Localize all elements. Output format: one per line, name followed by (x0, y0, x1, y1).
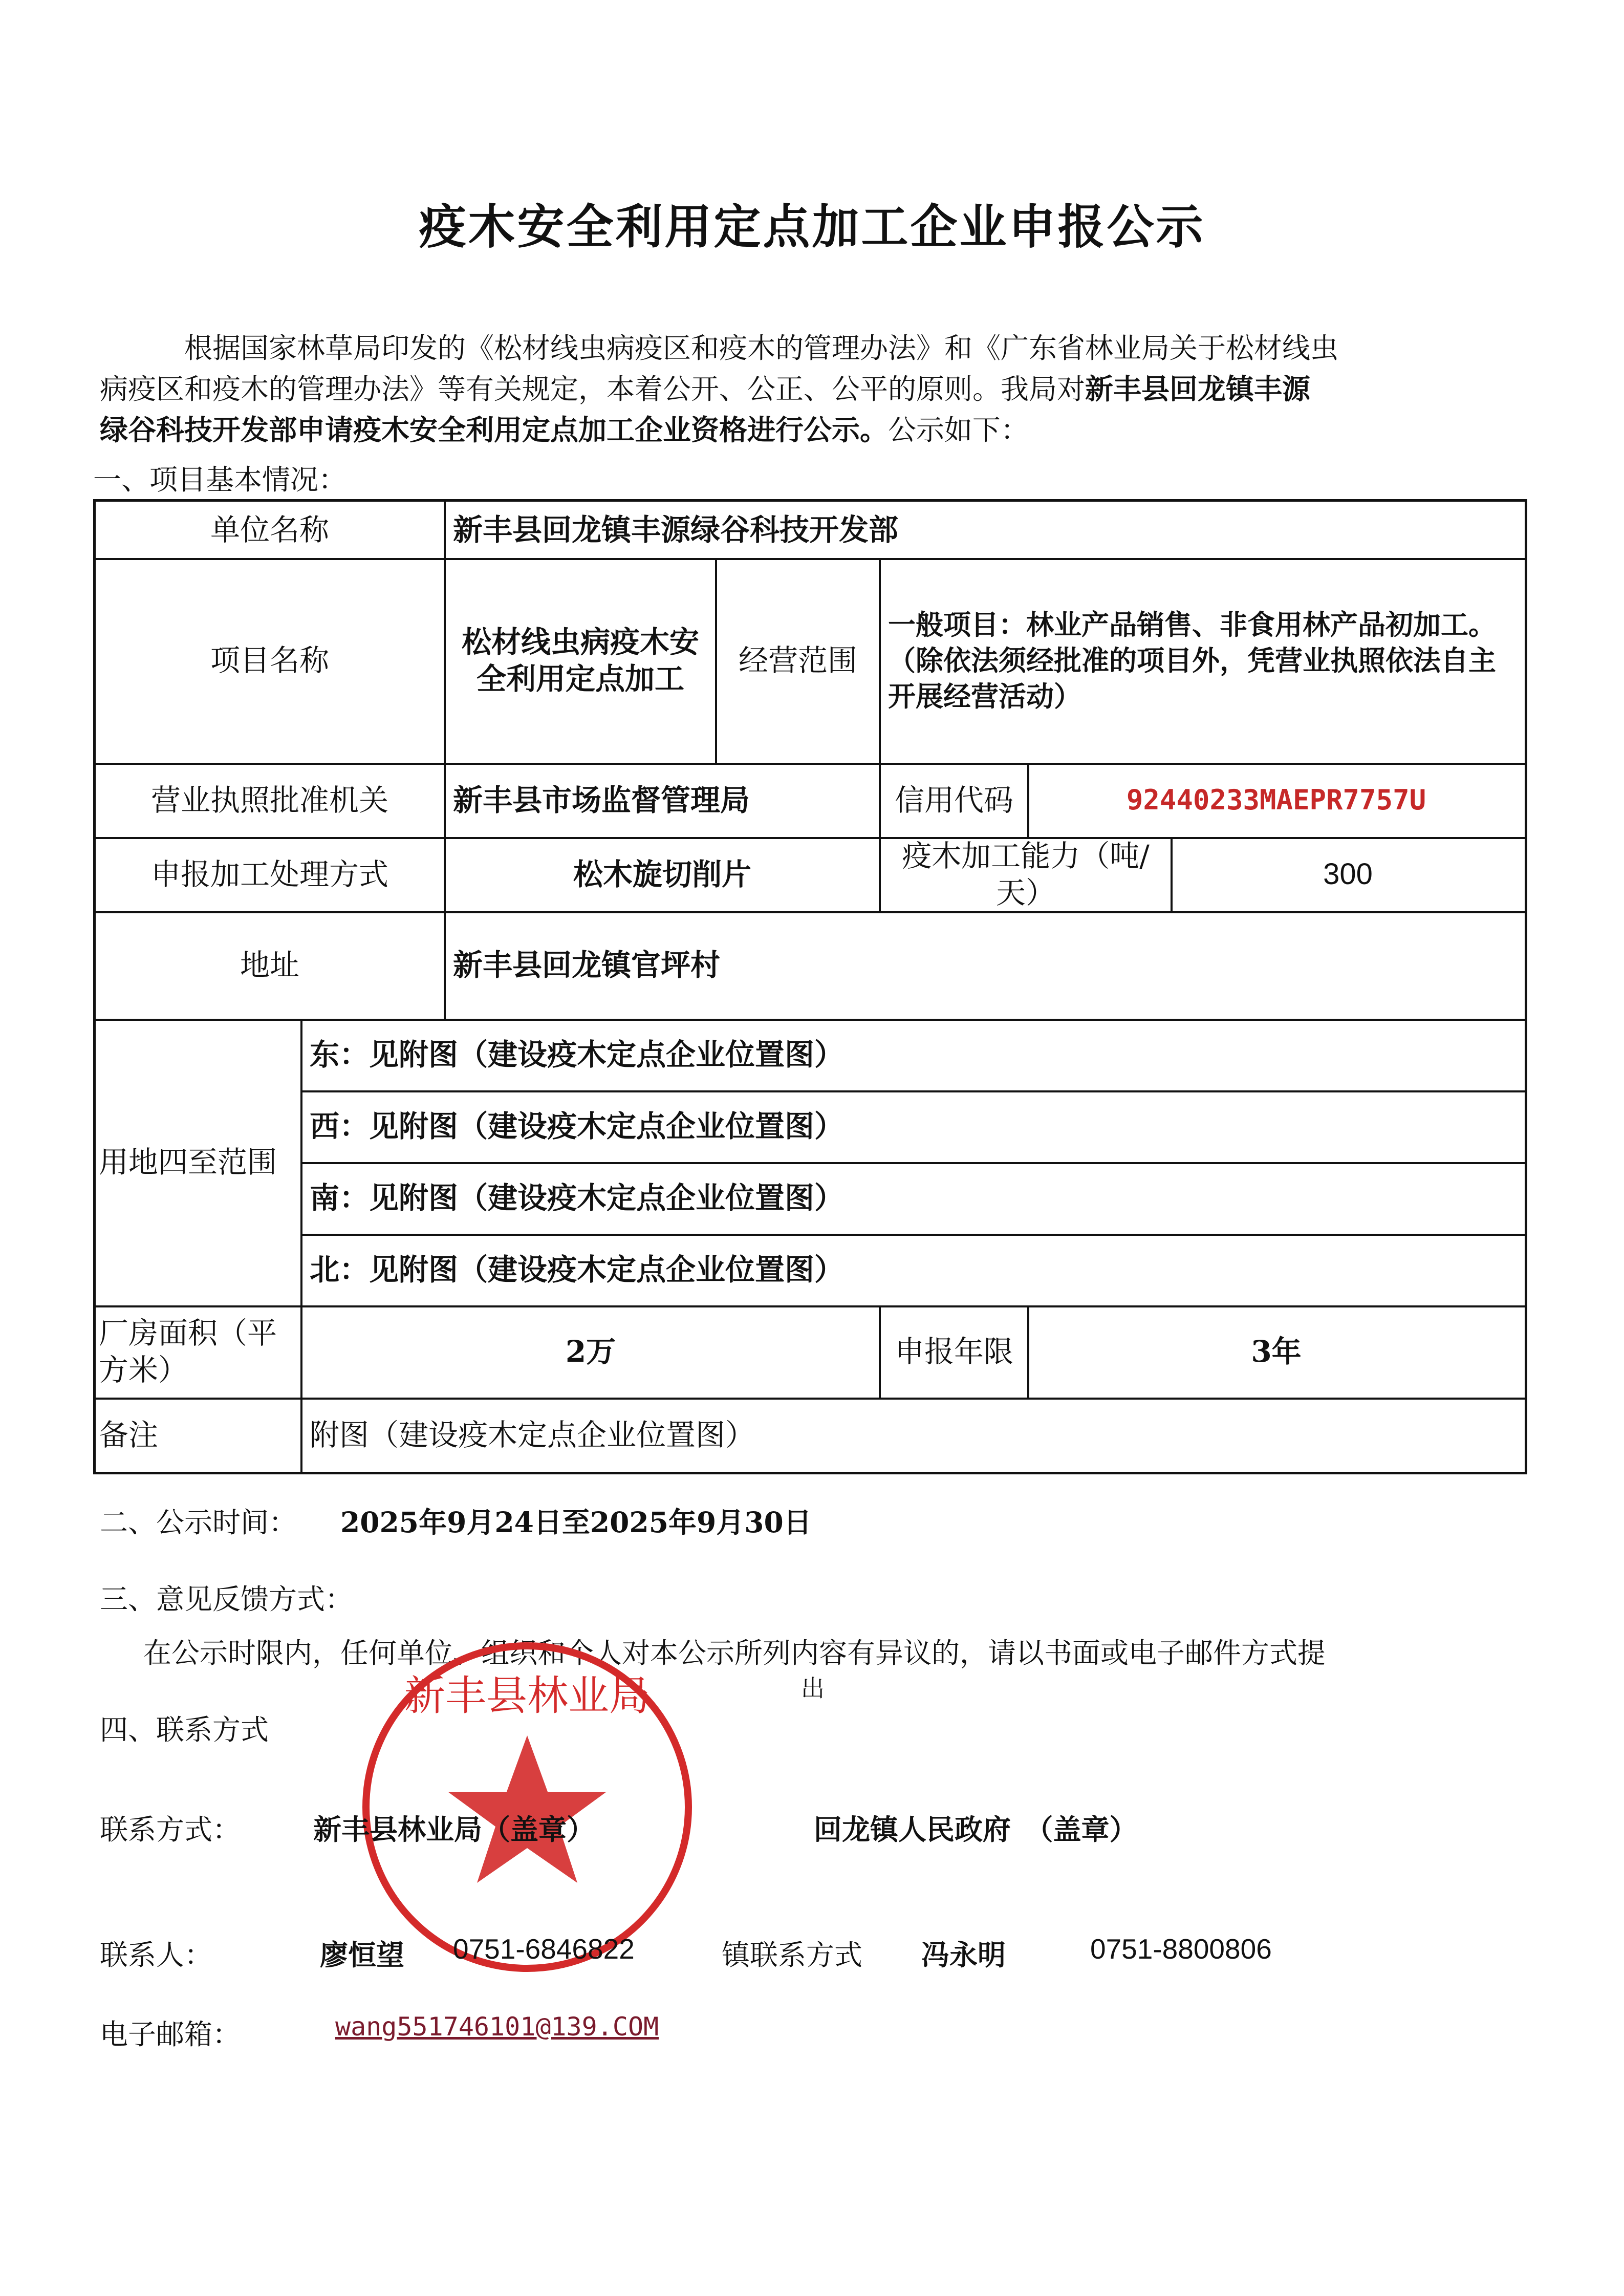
intro-line-2 (100, 369, 1533, 410)
email-link[interactable]: wang551746101@139.COM (335, 2012, 659, 2042)
application-term-value: 3年 (1251, 1334, 1302, 1369)
contact-method-label: 联系方式： (100, 1813, 241, 1846)
factory-area-label: 厂房面积（平方米） (99, 1316, 277, 1387)
license-authority-label: 营业执照批准机关 (150, 782, 388, 818)
factory-area-value: 2万 (565, 1334, 616, 1369)
section-1-heading: 一、项目基本情况： (93, 463, 347, 496)
intro-applicant-highlight: 新丰县回龙镇丰源 (1085, 372, 1311, 405)
publicity-period-label: 二、公示时间： (100, 1506, 297, 1539)
boundary-north: 北：见附图（建设疫木定点企业位置图） (310, 1252, 845, 1287)
intro-line-3-tail: 公示如下： (888, 414, 1029, 446)
address-value: 新丰县回龙镇官坪村 (453, 948, 721, 982)
intro-line-2-text: 病疫区和疫木的管理办法》等有关规定，本着公开、公正、公平的原则。我局对 (100, 373, 1086, 405)
credit-code-value: 92440233MAEPR7757U (1126, 783, 1426, 816)
intro-line-3 (100, 410, 1533, 450)
intro-applicant-highlight-cont: 绿谷科技开发部申请疫木安全利用定点加工企业资格进行公示。 (100, 413, 889, 446)
license-authority-value: 新丰县市场监督管理局 (453, 782, 750, 818)
address-label: 地址 (240, 948, 299, 982)
town-contact-name: 冯永明 (921, 1938, 1006, 1971)
publicity-period-value: 2025年9月24日至2025年9月30日 (340, 1506, 812, 1539)
seal-text: 新丰县林业局 (404, 1672, 650, 1720)
intro-line-1: 根据国家林草局印发的《松材线虫病疫区和疫木的管理办法》和《广东省林业局关于松材线虫 (184, 332, 1339, 364)
processing-method-label: 申报加工处理方式 (150, 856, 388, 892)
town-contact-label: 镇联系方式 (722, 1939, 863, 1971)
land-boundary-label: 用地四至范围 (99, 1145, 277, 1179)
email-label: 电子邮箱： (100, 2018, 241, 2051)
boundary-west: 西：见附图（建设疫木定点企业位置图） (310, 1109, 845, 1144)
unit-name-value: 新丰县回龙镇丰源绿谷科技开发部 (453, 512, 899, 547)
processing-capacity-value: 300 (1323, 857, 1373, 891)
town-government-name: 回龙镇人民政府 （盖章） (814, 1813, 1138, 1846)
credit-code-label: 信用代码 (894, 782, 1013, 818)
boundary-south: 南：见附图（建设疫木定点企业位置图） (310, 1181, 845, 1215)
intro-paragraph (100, 328, 1533, 450)
contact-person-name: 廖恒望 (320, 1938, 405, 1971)
section-4-heading: 四、联系方式 (100, 1713, 269, 1746)
processing-method-value: 松木旋切削片 (573, 856, 751, 892)
remarks-label: 备注 (99, 1417, 159, 1452)
page-title: 疫木安全利用定点加工企业申报公示 (419, 200, 1205, 254)
feedback-text-line-2: 出 (801, 1675, 825, 1702)
boundary-east: 东：见附图（建设疫木定点企业位置图） (310, 1037, 845, 1072)
contact-person-phone: 0751-6846822 (453, 1933, 635, 1965)
processing-capacity-label: 疫木加工能力（吨/天） (902, 838, 1150, 910)
contact-person-label: 联系人： (100, 1939, 213, 1971)
project-info-table (93, 499, 1527, 1474)
project-name-value: 松材线虫病疫木安全利用定点加工 (461, 625, 699, 696)
business-scope-value: 一般项目：林业产品销售、非食用林产品初加工。（除依法须经批准的项目外，凭营业执照依法自主开展经营活动） (888, 608, 1496, 713)
section-3-heading: 三、意见反馈方式： (100, 1583, 354, 1616)
unit-name-label: 单位名称 (210, 512, 329, 547)
feedback-text-line-1: 在公示时限内，任何单位、组织和个人对本公示所列内容有异议的，请以书面或电子邮件方式提 (143, 1637, 1326, 1669)
forestry-bureau-name: 新丰县林业局（盖章） (313, 1813, 595, 1846)
business-scope-label: 经营范围 (738, 643, 857, 678)
remarks-value: 附图（建设疫木定点企业位置图） (310, 1417, 755, 1452)
project-name-label: 项目名称 (210, 643, 329, 678)
town-contact-phone: 0751-8800806 (1090, 1933, 1272, 1965)
application-term-label: 申报年限 (894, 1334, 1013, 1369)
